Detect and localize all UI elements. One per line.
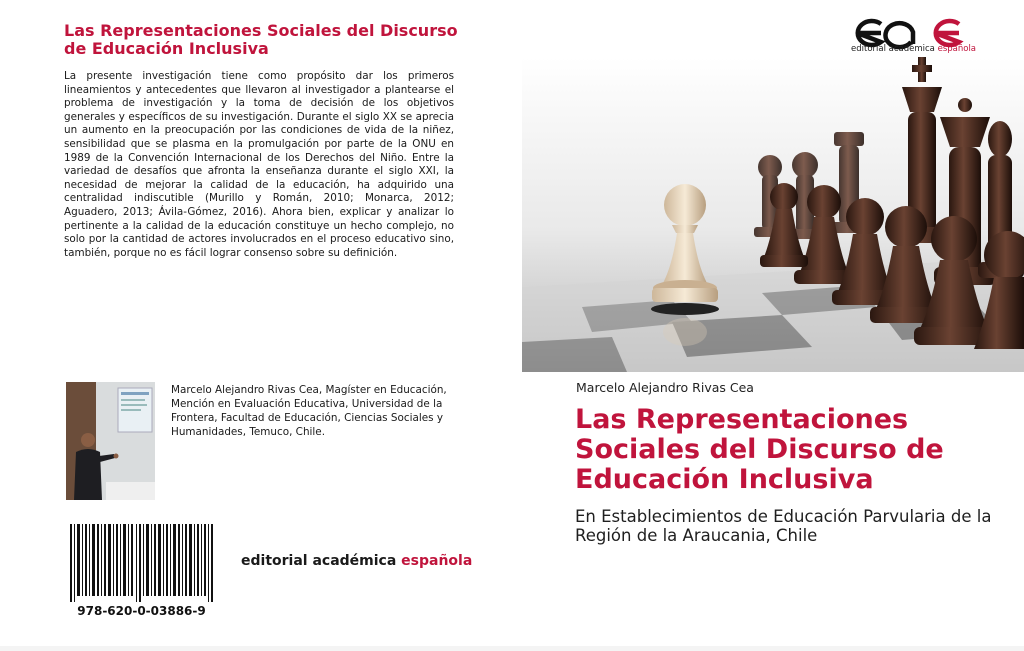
front-cover-title: Las Representaciones Sociales del Discurso de Educación Inclusiva	[575, 404, 944, 495]
logo-caption-main: editorial académica	[851, 44, 938, 54]
logo-caption	[851, 44, 977, 54]
publisher-name-main: editorial académica	[241, 553, 402, 569]
barcode	[70, 524, 213, 602]
logo-caption-accent: española	[937, 44, 977, 54]
back-cover-title: Las Representaciones Sociales del Discurso de Educación Inclusiva	[64, 21, 458, 58]
author-bio: Marcelo Alejandro Rivas Cea, Magíster en Educación, Mención en Evaluación Educativa, Universidad de la Frontera, Facultad de Educación, Ciencias Sociales y Humanidades, Temuco, Chile.	[171, 384, 447, 438]
front-cover-subtitle: En Establecimientos de Educación Parvularia de la Región de la Araucania, Chile	[575, 507, 992, 545]
author-photo	[66, 382, 155, 500]
chess-pieces-image	[522, 57, 1024, 372]
publisher-name-back	[241, 553, 472, 569]
front-cover-author: Marcelo Alejandro Rivas Cea	[576, 380, 754, 395]
back-cover-blurb: La presente investigación tiene como propósito dar los primeros lineamientos y antecedentes que llevaron al investigador a plantearse el problema de investigación y la toma de decisión de los objetivos generales y específicos de su investigación. Durante el siglo XX se aprecia un aumento en la preocupación por las condiciones de vida de la niñez, sensibilidad que se plasma en la promulgación por parte de la ONU en 1989 de la Convención Internacional de los Derechos del Niño. Entre la variedad de desafíos que afronta la enseñanza durante el siglo XXI, la necesidad de mejorar la calidad de la educación, ha adquirido una centralidad indiscutible (Murillo y Román, 2010; Monarca, 2012; Aguadero, 2013; Ávila-Gómez, 2016). Ahora bien, explicar y analizar lo pertinente a la calidad de la educación constituye un hecho complejo, no solo por la cantidad de actores involucrados en el proceso educativo sino, también, porque no es fácil lograr consenso sobre su definición.	[64, 70, 454, 259]
bottom-divider	[0, 646, 1024, 651]
isbn-number: 978-620-0-03886-9	[77, 604, 206, 618]
publisher-name-accent: española	[401, 553, 473, 569]
